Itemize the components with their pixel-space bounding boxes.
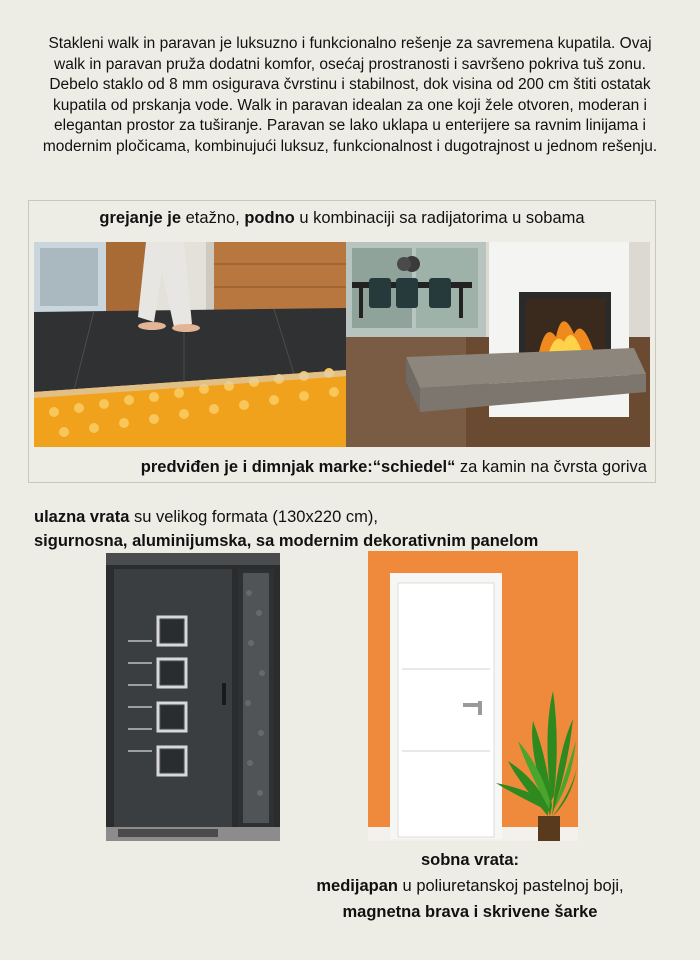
room-door-line-2: [270, 873, 670, 899]
entrance-door-size: su velikog formata (130x220 cm),: [129, 508, 378, 526]
entrance-door-image: [106, 553, 280, 841]
underfloor-heating-image: [34, 242, 346, 447]
fireplace-image: [346, 242, 650, 447]
chimney-caption-text: za kamin na čvrsta goriva: [455, 458, 647, 476]
room-door-title: [270, 847, 670, 873]
heating-section: [28, 200, 656, 483]
heating-caption-bold-2: podno: [244, 209, 295, 227]
chimney-caption-bold: predviđen je i dimnjak marke:“schiedel“: [140, 458, 456, 476]
chimney-caption: [141, 458, 647, 477]
entrance-door-features: sigurnosna, aluminijumska, sa modernim dekorativnim panelom: [34, 532, 539, 550]
room-door-description: [270, 847, 670, 925]
heating-caption-bold-1: grejanje je: [99, 209, 182, 227]
room-door-image: [368, 551, 578, 841]
room-door-hardware: magnetna brava i skrivene šarke: [342, 903, 598, 921]
heating-caption-text-1: etažno,: [181, 209, 245, 227]
room-door-line-3: [270, 899, 670, 925]
heating-caption-text-2: u kombinaciji sa radijatorima u sobama: [294, 209, 585, 227]
intro-paragraph: Stakleni walk in paravan je luksuzno i funkcionalno rešenje za savremena kupatila. Ovaj walk in paravan pruža dodatni komfor, osećaj prostranosti i savršeno pokriva tuš zonu. Debelo staklo od 8 mm osigurava čvrstinu i stabilnost, dok visina od 200 cm štiti ostatak kupatila od prskanja vode. Walk in paravan idealan za one koji žele otvoren, moderan i elegantan prostor za tuširanje. Paravan se lako uklapa u enterijere sa ravnim linijama i modernim pločicama, kombinujući luksuz, funkcionalnost i dugotrajnost u jednom rešenju.: [42, 35, 658, 155]
room-door-finish: u poliuretanskoj pastelnoj boji,: [397, 877, 624, 895]
heating-photo: [34, 242, 650, 447]
entrance-door-description: [34, 505, 538, 553]
room-door-title-text: sobna vrata:: [420, 851, 520, 869]
room-door-material: medijapan: [316, 877, 398, 895]
entrance-door-line-2: [34, 529, 538, 553]
heating-caption: [29, 209, 655, 228]
entrance-door-label: ulazna vrata: [34, 508, 130, 526]
entrance-door-line-1: [34, 505, 538, 529]
